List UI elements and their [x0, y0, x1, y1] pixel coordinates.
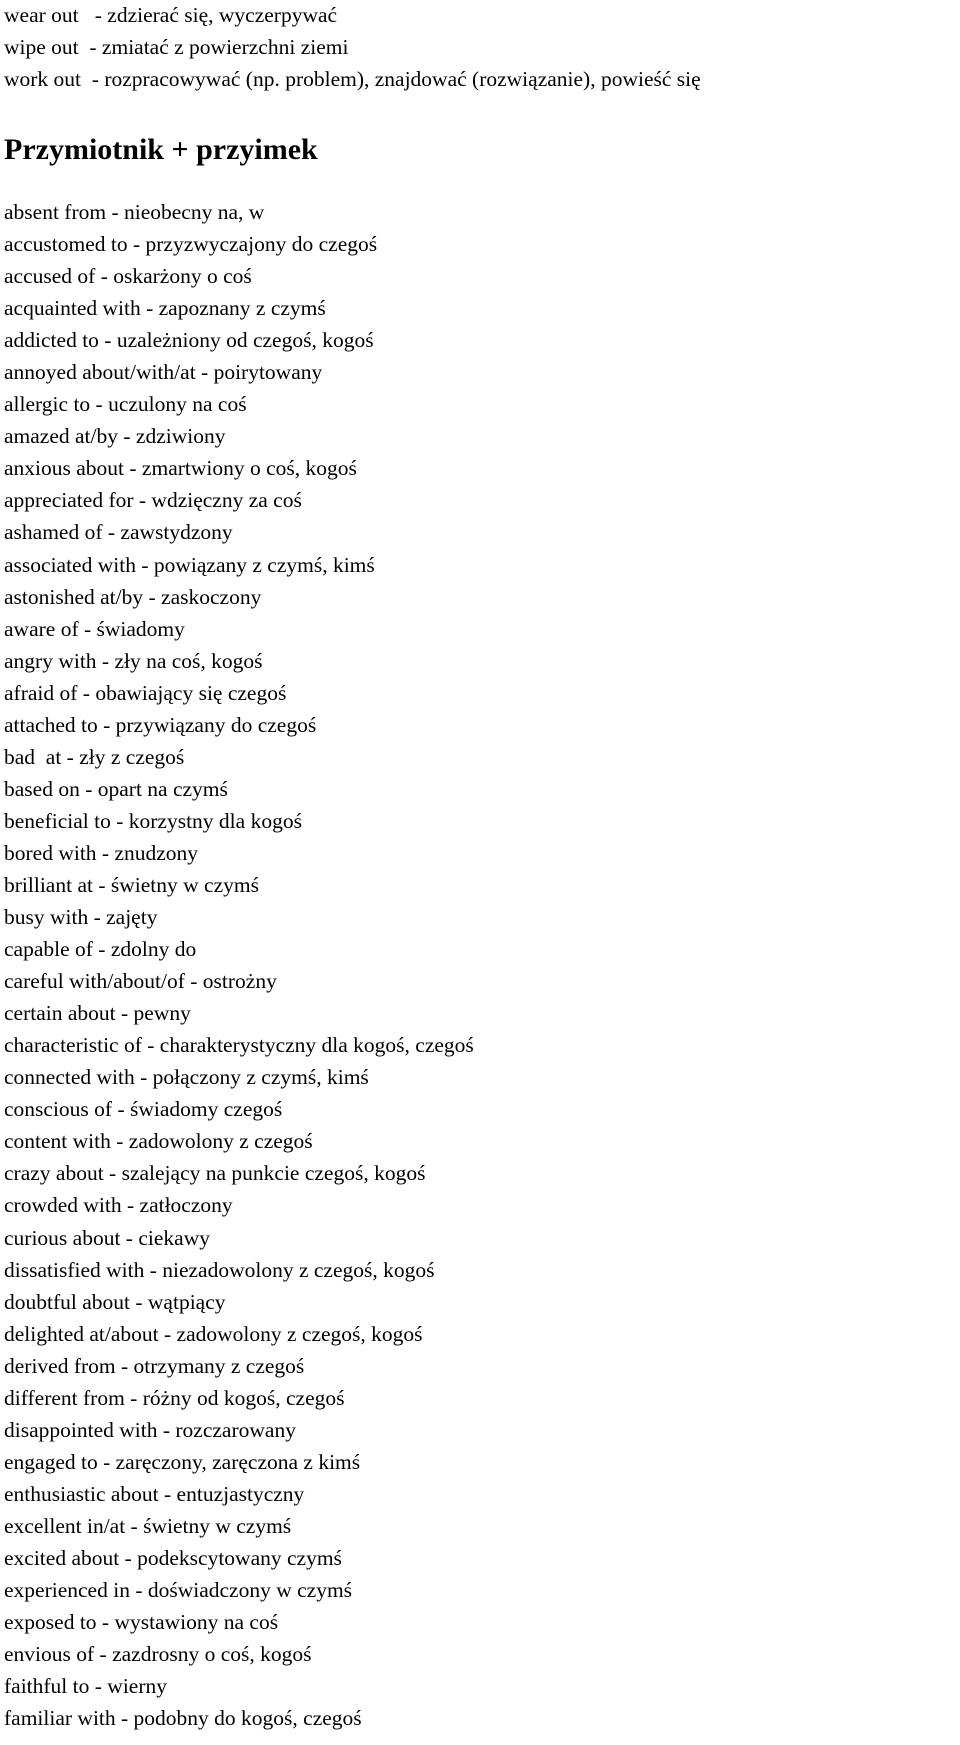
list-item: anxious about - zmartwiony o coś, kogoś [4, 456, 357, 481]
list-item: wipe out - zmiatać z powierzchni ziemi [4, 35, 349, 59]
list-item: doubtful about - wątpiący [4, 1289, 226, 1314]
list-item: afraid of - obawiający się czegoś [4, 680, 287, 705]
list-item: bad at - zły z czegoś [4, 744, 185, 769]
list-item: associated with - powiązany z czymś, kimś [4, 552, 375, 577]
list-item: ashamed of - zawstydzony [4, 520, 233, 545]
list-item: connected with - połączony z czymś, kimś [4, 1065, 369, 1090]
list-item: allergic to - uczulony na coś [4, 392, 247, 417]
list-item: enthusiastic about - entuzjastyczny [4, 1481, 305, 1506]
list-item: conscious of - świadomy czegoś [4, 1097, 283, 1122]
list-item: work out - rozpracowywać (np. problem), znajdować (rozwiązanie), powieść się [4, 67, 701, 91]
list-item: excited about - podekscytowany czymś [4, 1545, 342, 1570]
list-item: certain about - pewny [4, 1001, 191, 1026]
list-item: excellent in/at - świetny w czymś [4, 1513, 292, 1538]
list-item: engaged to - zaręczony, zaręczona z kimś [4, 1449, 361, 1474]
list-item: based on - opart na czymś [4, 776, 228, 801]
document-page [4, 0, 956, 1734]
list-item: capable of - zdolny do [4, 937, 197, 962]
list-item: exposed to - wystawiony na coś [4, 1610, 279, 1635]
list-item: angry with - zły na coś, kogoś [4, 648, 263, 673]
section-heading: Przymiotnik + przyimek [4, 133, 318, 166]
list-item: crowded with - zatłoczony [4, 1193, 233, 1218]
list-item: careful with/about/of - ostrożny [4, 969, 277, 994]
list-item: aware of - świadomy [4, 616, 185, 641]
list-item: crazy about - szalejący na punkcie czegoś, kogoś [4, 1161, 426, 1186]
list-item: familiar with - podobny do kogoś, czegoś [4, 1706, 362, 1731]
list-item: accused of - oskarżony o coś [4, 264, 252, 289]
list-item: amazed at/by - zdziwiony [4, 424, 226, 449]
list-item: different from - różny od kogoś, czegoś [4, 1385, 345, 1410]
list-item: disappointed with - rozczarowany [4, 1417, 296, 1442]
phrasal-verbs-list [4, 0, 956, 95]
list-item: content with - zadowolony z czegoś [4, 1129, 313, 1154]
list-item: accustomed to - przyzwyczajony do czegoś [4, 232, 378, 257]
list-item: beneficial to - korzystny dla kogoś [4, 808, 302, 833]
list-item: addicted to - uzależniony od czegoś, kogoś [4, 328, 374, 353]
list-item: brilliant at - świetny w czymś [4, 872, 259, 897]
list-item: annoyed about/with/at - poirytowany [4, 360, 323, 385]
adjective-preposition-list [4, 196, 956, 1734]
list-item: experienced in - doświadczony w czymś [4, 1578, 353, 1603]
list-item: delighted at/about - zadowolony z czegoś, kogoś [4, 1321, 423, 1346]
list-item: attached to - przywiązany do czegoś [4, 712, 317, 737]
list-item: bored with - znudzony [4, 840, 199, 865]
list-item: busy with - zajęty [4, 905, 158, 930]
list-item: dissatisfied with - niezadowolony z czegoś, kogoś [4, 1257, 435, 1282]
list-item: faithful to - wierny [4, 1674, 167, 1699]
list-item: characteristic of - charakterystyczny dla kogoś, czegoś [4, 1033, 474, 1058]
list-item: envious of - zazdrosny o coś, kogoś [4, 1642, 312, 1667]
list-item: appreciated for - wdzięczny za coś [4, 488, 302, 513]
list-item: wear out - zdzierać się, wyczerpywać [4, 3, 338, 27]
list-item: absent from - nieobecny na, w [4, 200, 265, 224]
list-item: acquainted with - zapoznany z czymś [4, 296, 326, 321]
list-item: curious about - ciekawy [4, 1225, 210, 1250]
list-item: derived from - otrzymany z czegoś [4, 1353, 305, 1378]
list-item: astonished at/by - zaskoczony [4, 584, 262, 609]
